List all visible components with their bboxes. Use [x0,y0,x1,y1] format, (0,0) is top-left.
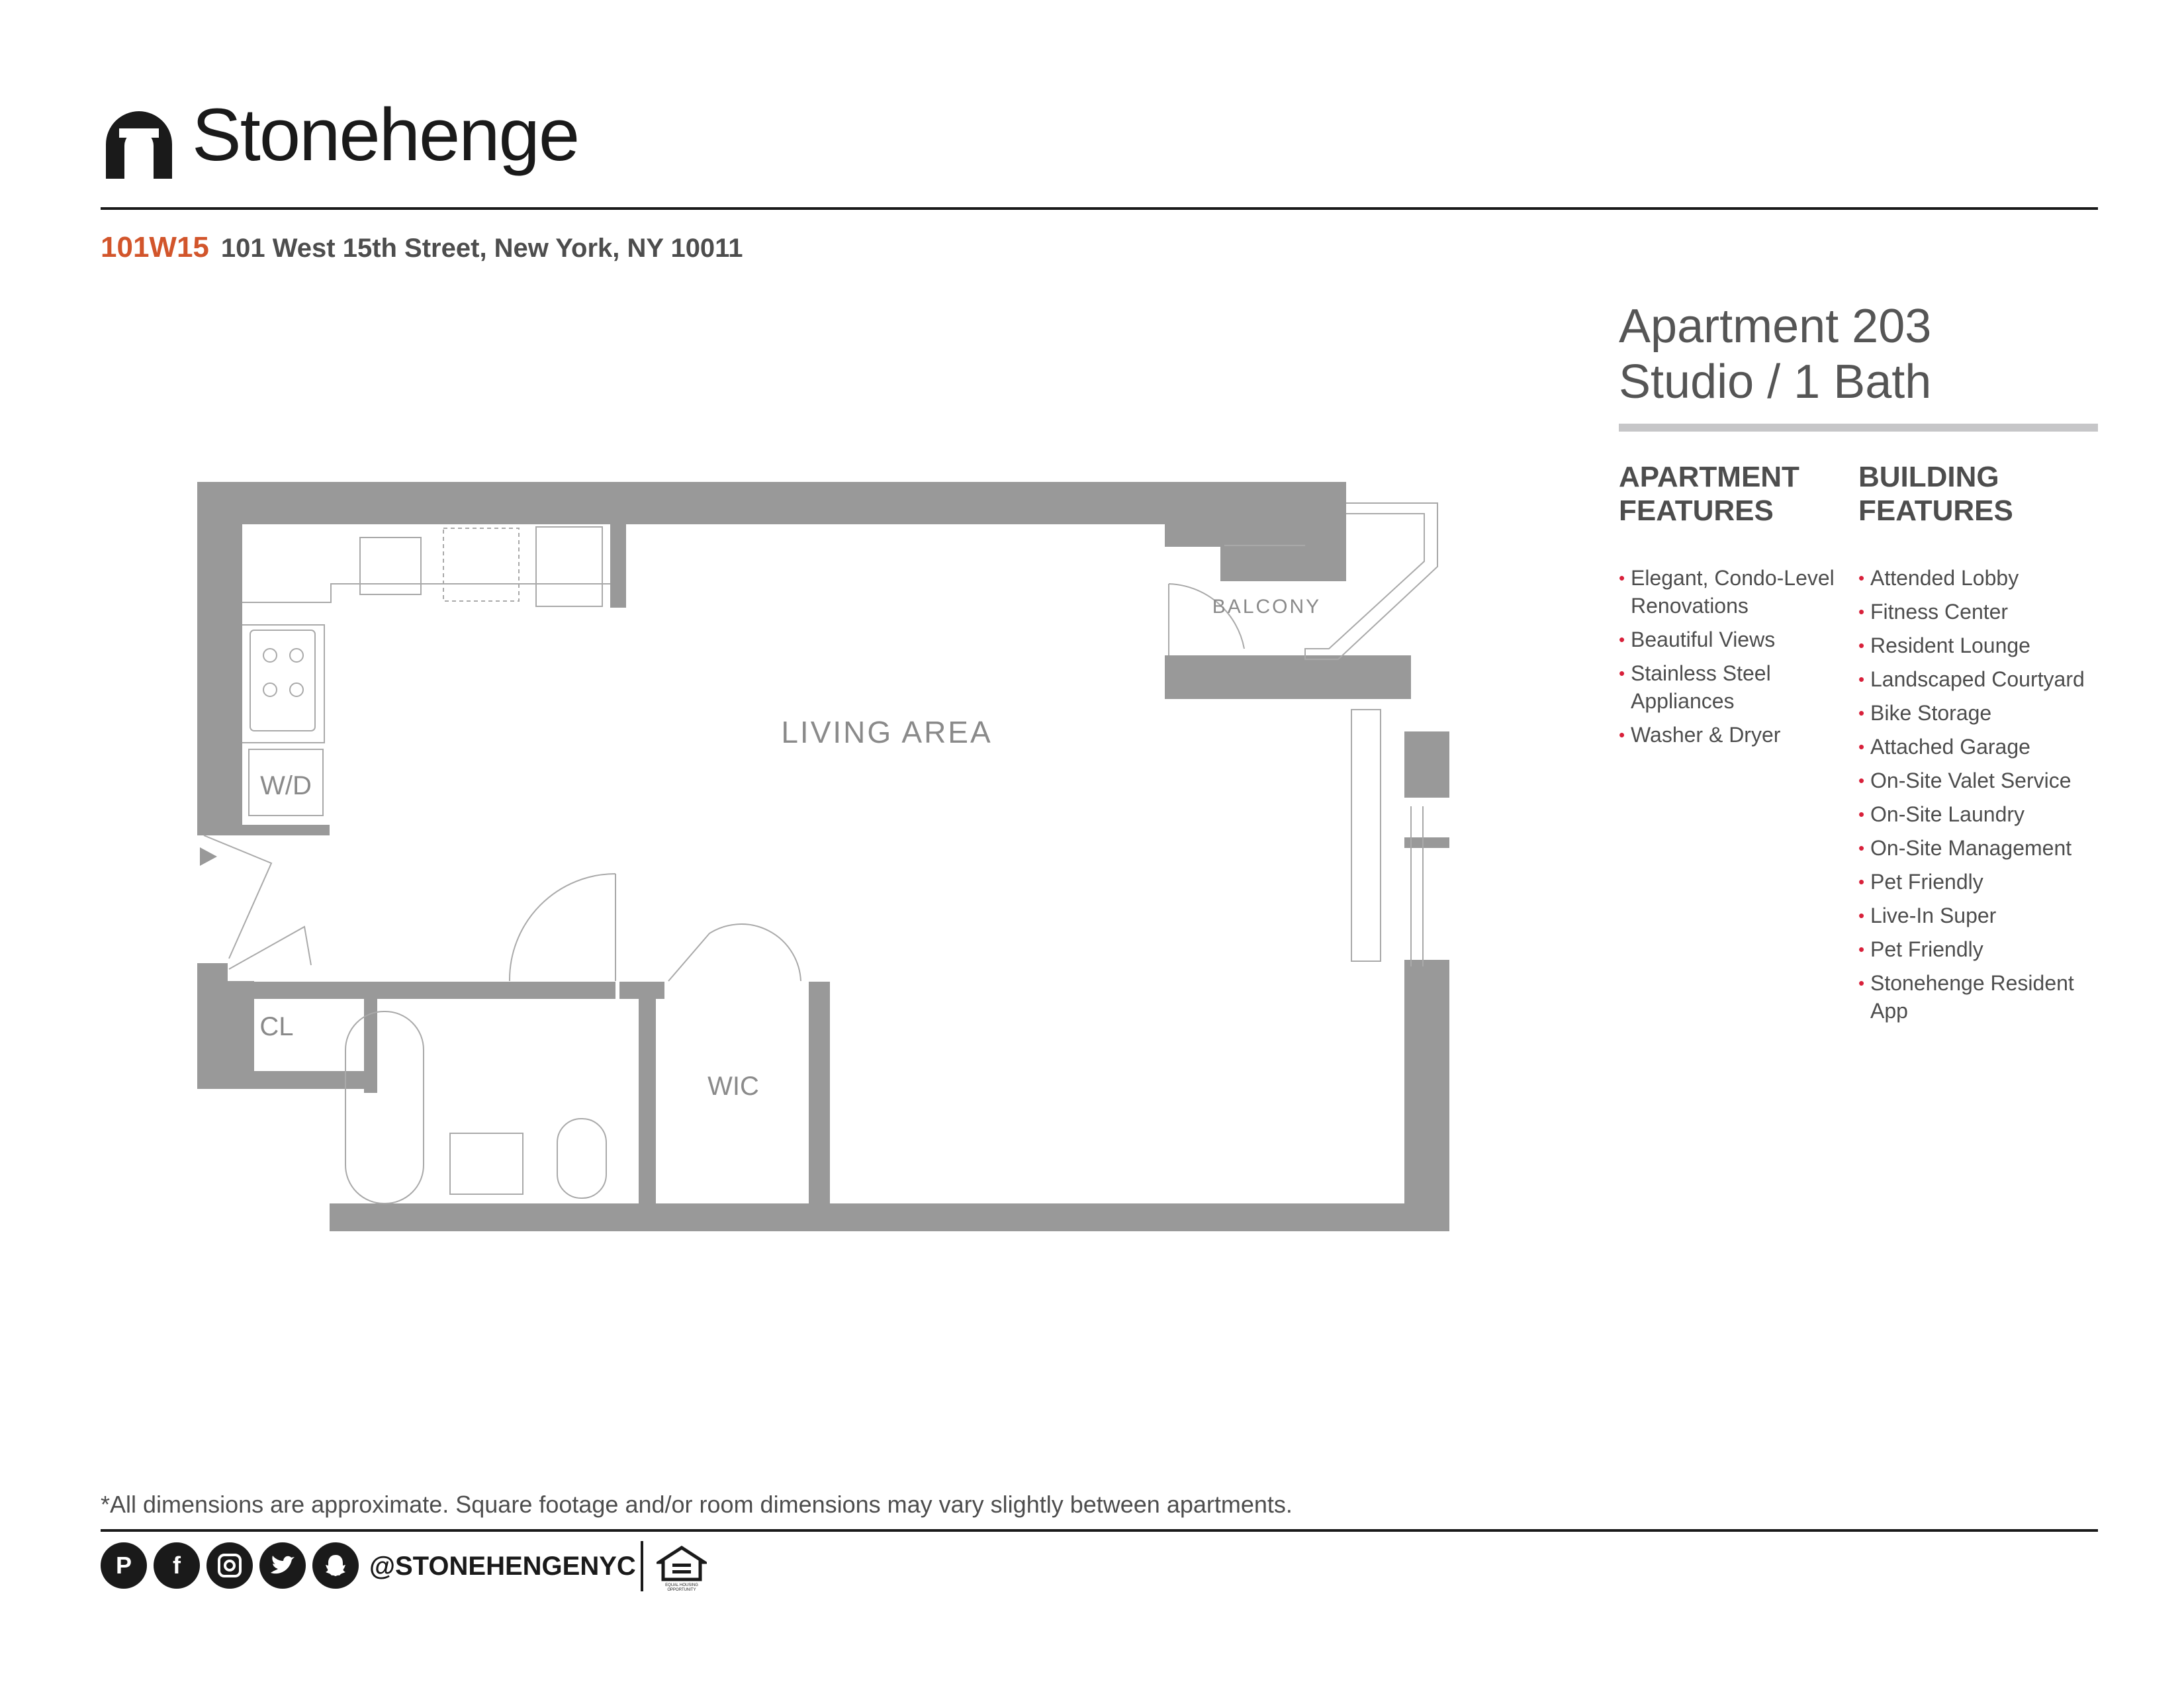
building-features-list [1858,564,2098,1031]
twitter-icon[interactable] [259,1542,306,1589]
feature-item: • Beautiful Views [1619,626,1850,653]
address-line [101,233,743,262]
unit-title-block [1619,299,1931,410]
snapchat-icon[interactable] [312,1542,359,1589]
feature-item: • On-Site Laundry [1858,800,2098,828]
building-features-heading: BUILDING FEATURES [1858,461,2013,527]
feature-item: • Elegant, Condo-Level Renovations [1619,564,1850,620]
closet-label: CL [259,1012,294,1041]
washer-dryer-label: W/D [260,771,312,800]
unit-subtitle: Studio / 1 Bath [1619,355,1932,408]
facebook-icon[interactable]: f [154,1542,200,1589]
footer-separator [641,1541,643,1591]
footer-divider [101,1529,2098,1532]
feature-item: • Pet Friendly [1858,868,2098,896]
feature-item: • Attached Garage [1858,733,2098,761]
balcony-label: BALCONY [1212,596,1322,618]
feature-item: • Stainless Steel Appliances [1619,659,1850,715]
feature-item: • Landscaped Courtyard [1858,665,2098,693]
apartment-features-heading: APARTMENT FEATURES [1619,461,1799,527]
feature-item: • Pet Friendly [1858,935,2098,963]
building-code: 101W15 [101,231,209,263]
feature-item: • On-Site Valet Service [1858,767,2098,794]
social-handle: @STONEHENGENYC [369,1552,636,1581]
feature-item: • Fitness Center [1858,598,2098,626]
feature-item: • Live-In Super [1858,902,2098,929]
stonehenge-logo-icon [101,106,177,179]
living-area-label: LIVING AREA [781,715,993,749]
header-divider [101,207,2098,210]
feature-item: • Stonehenge Resident App [1858,969,2098,1025]
instagram-icon[interactable] [206,1542,253,1589]
walk-in-closet-label: WIC [707,1072,759,1101]
brand-name: Stonehenge [192,93,579,176]
svg-text:OPPORTUNITY: OPPORTUNITY [667,1588,696,1591]
apartment-features-list [1619,564,1850,755]
street-address: 101 West 15th Street, New York, NY 10011 [220,234,743,263]
feature-item: • Resident Lounge [1858,632,2098,659]
unit-title: Apartment 203 [1619,300,1932,353]
floor-plan [192,477,1449,1231]
pinterest-icon[interactable]: P [101,1542,147,1589]
unit-title-divider [1619,424,2098,432]
equal-housing-icon [657,1545,707,1591]
disclaimer-note: *All dimensions are approximate. Square footage and/or room dimensions may vary slightly between apartments. [101,1491,1293,1518]
svg-text:EQUAL HOUSING: EQUAL HOUSING [665,1583,698,1587]
feature-item: • On-Site Management [1858,834,2098,862]
feature-item: • Washer & Dryer [1619,721,1850,749]
feature-item: • Bike Storage [1858,699,2098,727]
feature-item: • Attended Lobby [1858,564,2098,592]
